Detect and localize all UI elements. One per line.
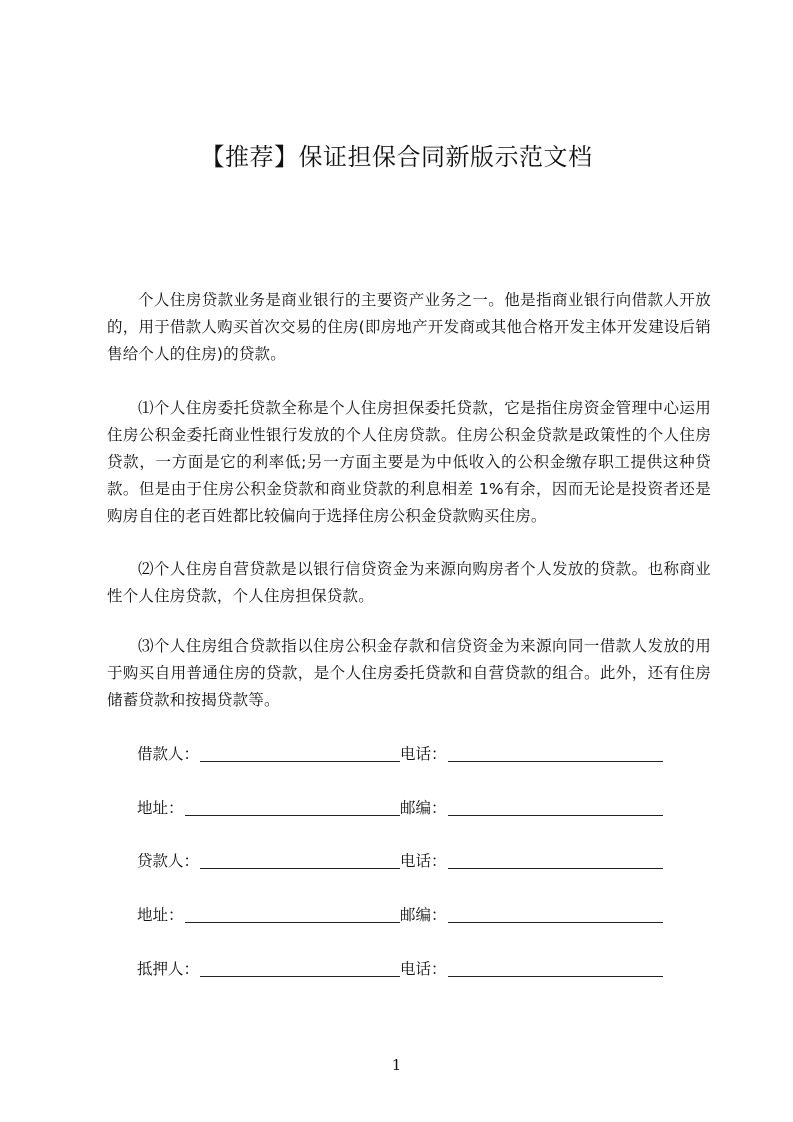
borrower-phone-blank[interactable] — [448, 761, 663, 762]
borrower-address-label: 地址： — [137, 799, 184, 817]
document-title: 【推荐】保证担保合同新版示范文档 — [200, 143, 593, 171]
paragraph-combined-loan: ⑶个人住房组合贷款指以住房公积金存款和信贷资金为来源向同一借款人发放的用于购买自用普通住房的贷款，是个人住房委托贷款和自营贷款的组合。此外，还有住房储蓄贷款和按揭贷款等。 — [107, 637, 711, 709]
lender-phone-blank[interactable] — [448, 868, 663, 869]
paragraph-self-operated-loan: ⑵个人住房自营贷款是以银行信贷资金为来源向购房者个人发放的贷款。也称商业性个人住房贷款，个人住房担保贷款。 — [107, 560, 711, 605]
borrower-address-row — [137, 796, 667, 820]
paragraph-entrusted-loan: ⑴个人住房委托贷款全称是个人住房担保委托贷款，它是指住房资金管理中心运用住房公积金委托商业性银行发放的个人住房贷款。住房公积金贷款是政策性的个人住房贷款，一方面是它的利率低;另一方面主要是为中低收入的公积金缴存职工提供这种贷款。但是由于住房公积金贷款和商业贷款的利息相差 1%有余，因而无论是投资者还是购房自住的老百姓都比较偏向于选择住房公积金贷款购买住房。 — [107, 399, 711, 525]
lender-address-blank[interactable] — [185, 922, 400, 923]
lender-phone-label: 电话： — [400, 852, 447, 870]
lender-address-row — [137, 903, 667, 927]
borrower-postcode-blank[interactable] — [448, 815, 663, 816]
borrower-phone-label: 电话： — [400, 745, 447, 763]
borrower-blank[interactable] — [200, 761, 400, 762]
borrower-address-blank[interactable] — [185, 815, 400, 816]
borrower-label: 借款人： — [137, 745, 200, 763]
borrower-postcode-label: 邮编： — [400, 799, 447, 817]
borrower-row — [137, 742, 667, 766]
paragraph-intro: 个人住房贷款业务是商业银行的主要资产业务之一。他是指商业银行向借款人开放的，用于借款人购买首次交易的住房(即房地产开发商或其他合格开发主体开发建设后销售给个人的住房)的贷款。 — [107, 291, 711, 363]
lender-label: 贷款人： — [137, 852, 200, 870]
mortgagor-blank[interactable] — [200, 976, 400, 977]
lender-postcode-label: 邮编： — [400, 906, 447, 924]
mortgagor-phone-label: 电话： — [400, 960, 447, 978]
mortgagor-label: 抵押人： — [137, 960, 200, 978]
lender-row — [137, 849, 667, 873]
mortgagor-row — [137, 957, 667, 981]
lender-blank[interactable] — [200, 868, 400, 869]
lender-address-label: 地址： — [137, 906, 184, 924]
lender-postcode-blank[interactable] — [448, 922, 663, 923]
page-number: 1 — [391, 1056, 402, 1074]
mortgagor-phone-blank[interactable] — [448, 976, 663, 977]
